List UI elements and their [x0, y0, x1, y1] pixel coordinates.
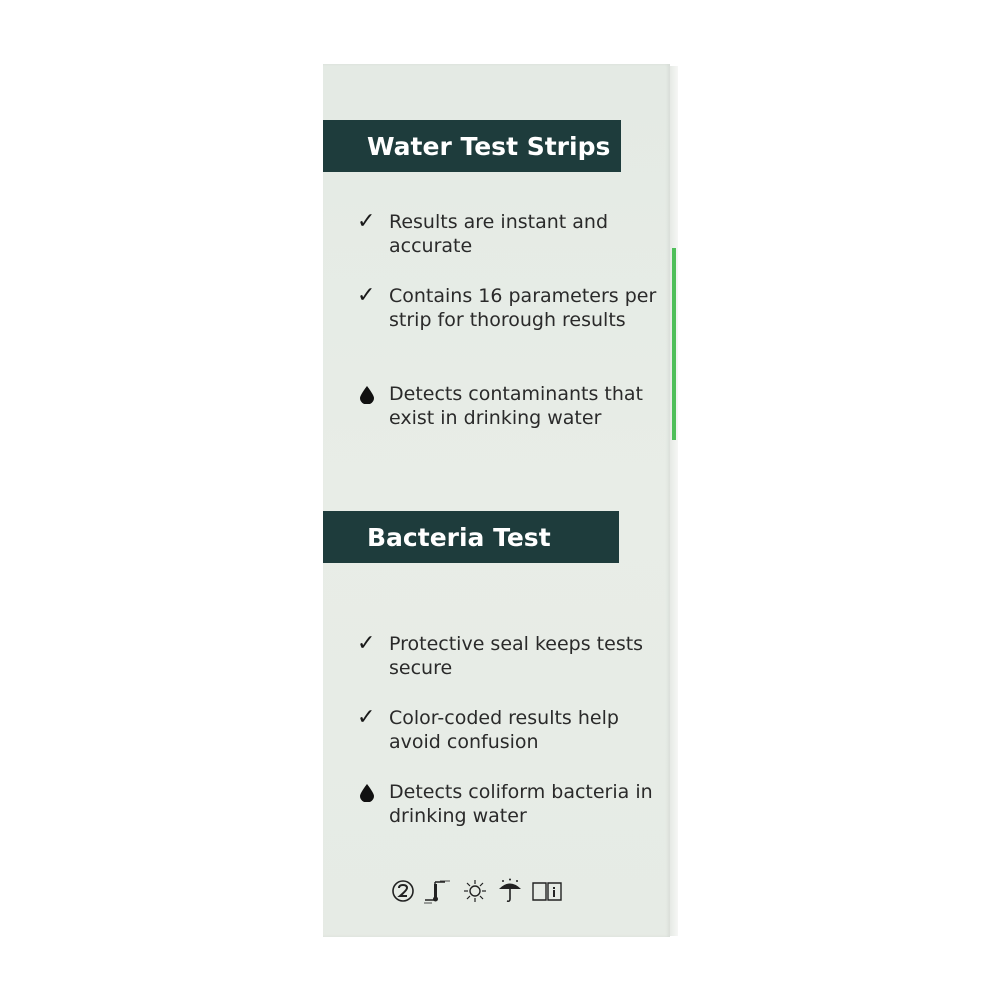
- feature-text: Detects coliform bacteria in drinking water: [389, 781, 653, 827]
- feature-item: [357, 632, 657, 680]
- water-drop-icon: [357, 382, 389, 404]
- check-icon: ✓: [357, 283, 376, 308]
- section-header-water-test-strips: [323, 120, 621, 172]
- section-header-bacteria-test: [323, 511, 619, 563]
- regulatory-symbols: [391, 876, 563, 906]
- section-title: Water Test Strips: [367, 131, 611, 161]
- feature-item: [357, 382, 657, 430]
- feature-text: Contains 16 parameters per strip for thorough results: [389, 285, 657, 331]
- check-icon: ✓: [357, 631, 376, 656]
- feature-text: Results are instant and accurate: [389, 211, 609, 257]
- check-icon: ✓: [357, 705, 376, 730]
- do-not-reuse-icon: [391, 879, 415, 903]
- keep-dry-icon: [497, 878, 523, 904]
- feature-text: Protective seal keeps tests secure: [389, 633, 644, 679]
- feature-item: [357, 284, 657, 332]
- keep-away-from-sunlight-icon: [461, 878, 489, 904]
- package-panel: [323, 64, 670, 937]
- section-title: Bacteria Test: [367, 522, 551, 552]
- temperature-limit-icon: [423, 878, 453, 904]
- feature-item: [357, 780, 657, 828]
- feature-item: [357, 706, 657, 754]
- green-accent-stripe: [672, 248, 676, 440]
- feature-text: Detects contaminants that exist in drinking water: [389, 383, 643, 429]
- feature-item: [357, 210, 657, 258]
- check-icon: ✓: [357, 209, 376, 234]
- water-drop-icon: [357, 780, 389, 802]
- consult-instructions-icon: [531, 879, 563, 903]
- feature-text: Color-coded results help avoid confusion: [389, 707, 619, 753]
